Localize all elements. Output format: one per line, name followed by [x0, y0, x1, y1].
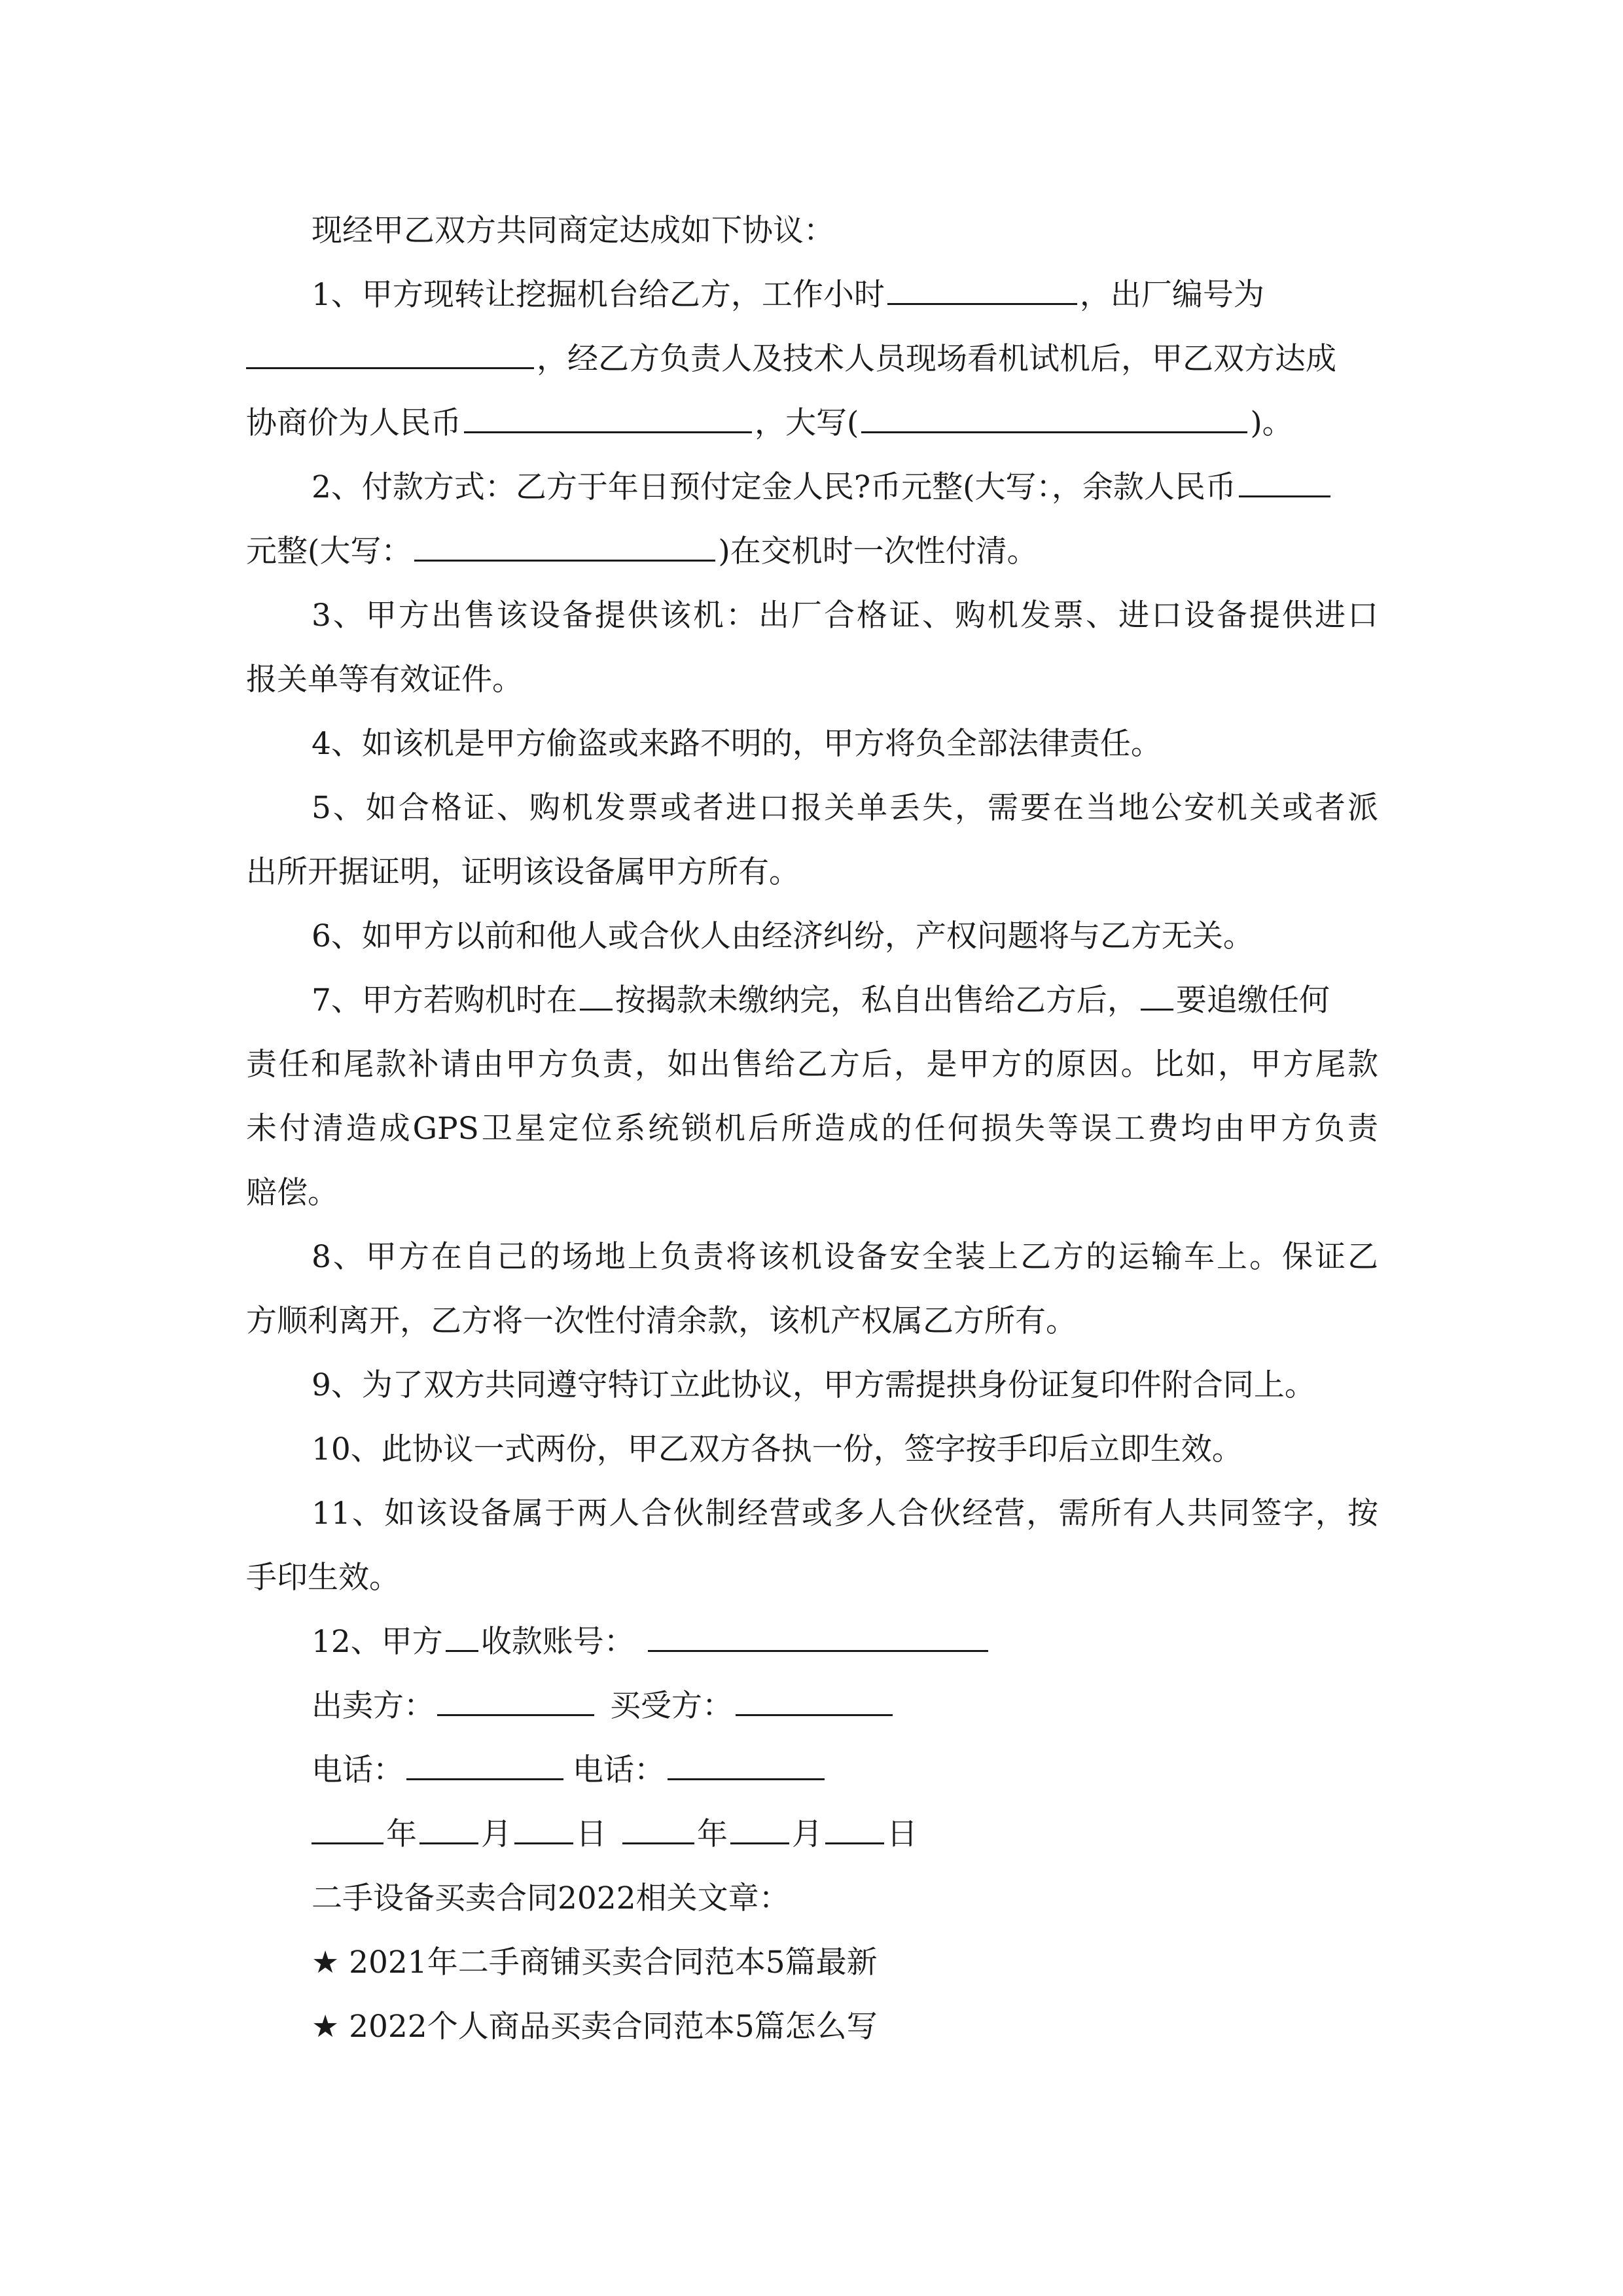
clause-12-line: [312, 1610, 1378, 1674]
clause-1-text-a: 1、甲方现转让挖掘机台给乙方，工作小时: [312, 277, 885, 313]
day-blank-2[interactable]: [825, 1804, 884, 1844]
balance-in-words-blank[interactable]: [414, 522, 715, 562]
year-blank-1[interactable]: [312, 1804, 383, 1844]
clause-7-blank-2[interactable]: [1141, 971, 1173, 1011]
signature-parties-line: [312, 1674, 1378, 1738]
day-blank-1[interactable]: [514, 1804, 573, 1844]
clause-7-line-3: 未付清造成GPS卫星定位系统锁机后所造成的任何损失等误工费均由甲方负责: [246, 1111, 1378, 1147]
serial-number-blank[interactable]: [246, 329, 534, 369]
phone-label-1: 电话：: [312, 1752, 404, 1788]
working-hours-blank[interactable]: [887, 265, 1077, 305]
phone-blank-2[interactable]: [668, 1740, 825, 1780]
clause-11-line-2: 手印生效。: [246, 1560, 400, 1596]
clause-10-line: 10、此协议一式两份，甲乙双方各执一份，签字按手印后立即生效。: [312, 1431, 1243, 1467]
date-line: [312, 1803, 1378, 1867]
phone-label-2: 电话：: [573, 1752, 665, 1788]
clause-5-line-2: 出所开据证明，证明该设备属甲方所有。: [246, 854, 800, 890]
clause-7-text-b: 按揭款未缴纳完，私自出售给乙方后，: [615, 982, 1138, 1018]
day-label-1: 日: [576, 1816, 607, 1852]
month-label-2: 月: [792, 1816, 823, 1852]
clause-1-text-b: ，出厂编号为: [1079, 277, 1264, 313]
clause-7-text-c: 要追缴任何: [1175, 982, 1330, 1018]
clause-1-text-f: )。: [1250, 405, 1293, 441]
clause-7-line-2: 责任和尾款补请由甲方负责，如出售给乙方后，是甲方的原因。比如，甲方尾款: [246, 1047, 1378, 1083]
clause-1-line-1: [312, 263, 1378, 327]
clause-7-text-a: 7、甲方若购机时在: [312, 982, 577, 1018]
seller-blank[interactable]: [437, 1676, 594, 1716]
buyer-label: 买受方：: [610, 1688, 733, 1724]
related-article-1[interactable]: [312, 1931, 1378, 1995]
phone-line: [312, 1738, 1378, 1803]
related-article-2-title[interactable]: 2022个人商品买卖合同范本5篇怎么写: [349, 2009, 878, 2045]
clause-12-text-a: 12、甲方: [312, 1624, 443, 1660]
clause-7-line-1: [312, 969, 1378, 1033]
buyer-blank[interactable]: [736, 1676, 893, 1716]
clause-1-text-d: 协商价为人民币: [246, 405, 461, 441]
related-article-1-title[interactable]: 2021年二手商铺买卖合同范本5篇最新: [349, 1945, 878, 1981]
clause-7-line-4: 赔偿。: [246, 1175, 338, 1211]
account-number-blank[interactable]: [648, 1612, 988, 1652]
clause-6-line: 6、如甲方以前和他人或合伙人由经济纠纷，产权问题将与乙方无关。: [312, 918, 1254, 954]
price-in-words-blank[interactable]: [861, 393, 1247, 433]
month-blank-2[interactable]: [730, 1804, 789, 1844]
year-label-1: 年: [386, 1816, 417, 1852]
year-blank-2[interactable]: [622, 1804, 694, 1844]
clause-3-line-2: 报关单等有效证件。: [246, 662, 523, 698]
related-article-2[interactable]: [312, 1995, 1378, 2059]
clause-11-line-1: 11、如该设备属于两人合伙制经营或多人合伙经营，需所有人共同签字，按: [312, 1496, 1378, 1532]
clause-8-line-2: 方顺利离开，乙方将一次性付清余款，该机产权属乙方所有。: [246, 1303, 1077, 1339]
clause-4-line: 4、如该机是甲方偷盗或来路不明的，甲方将负全部法律责任。: [312, 726, 1162, 762]
star-icon: ★: [312, 1945, 340, 1981]
clause-8-line-1: 8、甲方在自己的场地上负责将该机设备安全装上乙方的运输车上。保证乙: [312, 1239, 1378, 1275]
clause-2-line-1: [312, 456, 1378, 520]
year-label-2: 年: [697, 1816, 728, 1852]
star-icon: ★: [312, 2009, 340, 2045]
clause-3-line-1: 3、甲方出售该设备提供该机：出厂合格证、购机发票、进口设备提供进口: [312, 598, 1378, 634]
month-label-1: 月: [481, 1816, 512, 1852]
clause-9-line: 9、为了双方共同遵守特订立此协议，甲方需提拱身份证复印件附合同上。: [312, 1367, 1315, 1403]
clause-2-text-c: )在交机时一次性付清。: [718, 533, 1038, 569]
clause-1-line-2: [246, 327, 1378, 391]
clause-12-text-b: 收款账号：: [480, 1624, 635, 1660]
clause-1-text-c: ，经乙方负责人及技术人员现场看机试机后，甲乙双方达成: [537, 341, 1336, 377]
phone-blank-1[interactable]: [406, 1740, 563, 1780]
clause-2-text-a: 2、付款方式：乙方于年日预付定金人民?币元整(大写：，余款人民币: [312, 469, 1236, 505]
clause-1-text-e: ，大写(: [755, 405, 859, 441]
intro-line: 现经甲乙双方共同商定达成如下协议：: [312, 213, 834, 249]
price-blank[interactable]: [464, 393, 752, 433]
clause-7-blank-1[interactable]: [580, 971, 613, 1011]
clause-1-line-3: [246, 391, 1378, 456]
clause-12-blank[interactable]: [446, 1612, 478, 1652]
clause-5-line-1: 5、如合格证、购机发票或者进口报关单丢失，需要在当地公安机关或者派: [312, 790, 1378, 826]
related-articles-heading: 二手设备买卖合同2022相关文章：: [312, 1880, 790, 1916]
clause-2-line-2: [246, 520, 1378, 584]
clause-2-text-b: 元整(大写：: [246, 533, 412, 569]
balance-blank[interactable]: [1239, 457, 1330, 497]
month-blank-1[interactable]: [419, 1804, 478, 1844]
day-label-2: 日: [887, 1816, 918, 1852]
seller-label: 出卖方：: [312, 1688, 435, 1724]
